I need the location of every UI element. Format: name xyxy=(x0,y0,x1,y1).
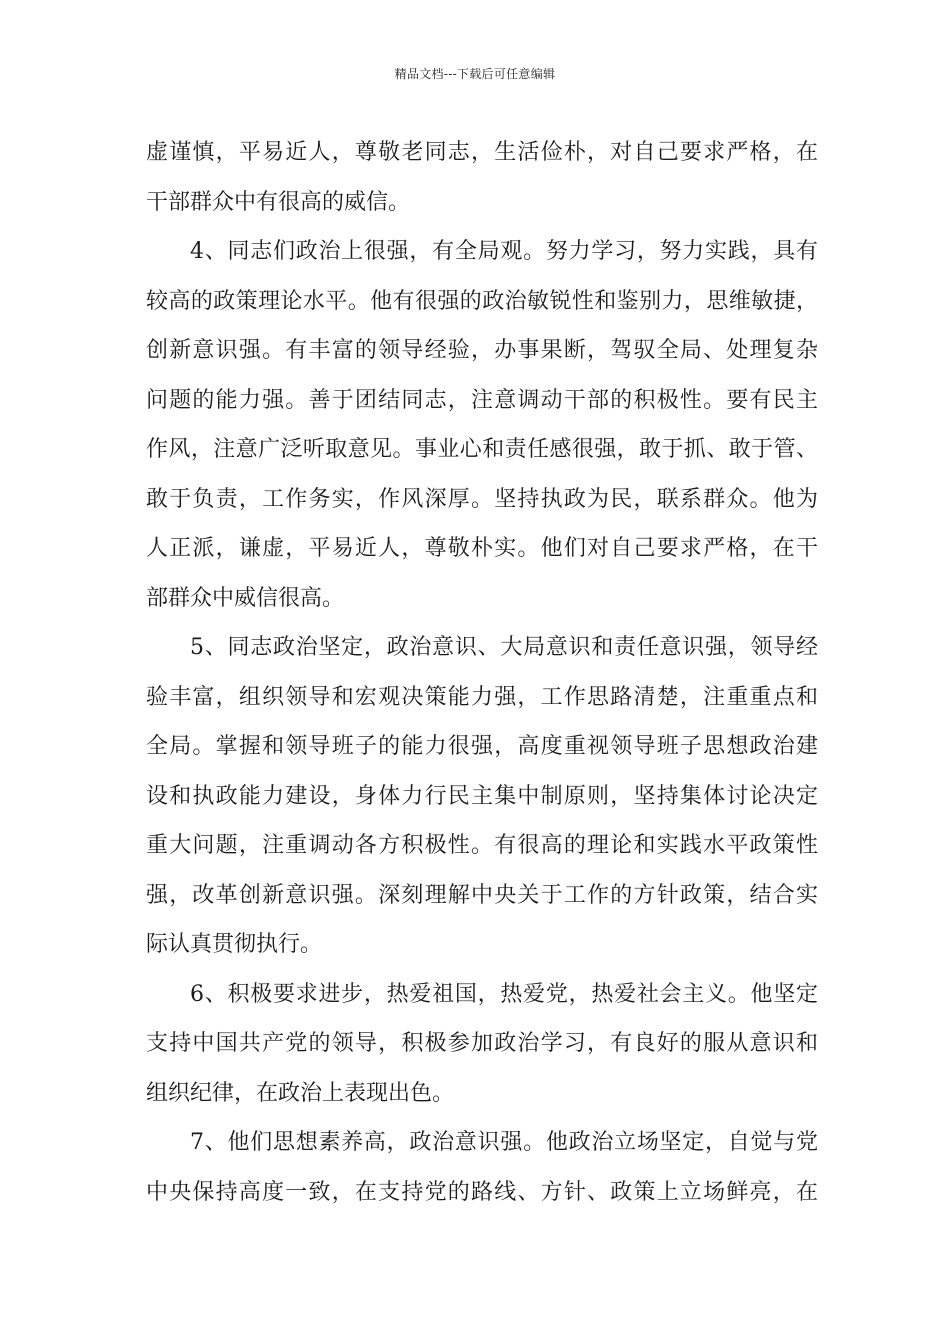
text-line: 5、同志政治坚定，政治意识、大局意识和责任意识强，领导经 xyxy=(190,635,818,660)
text-line: 际认真贯彻执行。 xyxy=(146,932,323,957)
page-header: 精品文档---下载后可任意编辑 xyxy=(394,67,556,81)
text-line: 部群众中威信很高。 xyxy=(146,585,345,611)
text-line: 组织纪律，在政治上表现出色。 xyxy=(146,1080,455,1106)
text-line: 作风，注意广泛听取意见。事业心和责任感很强，敢于抓、敢于管、 xyxy=(146,437,818,462)
text-line: 问题的能力强。善于团结同志，注意调动干部的积极性。要有民主 xyxy=(146,387,818,413)
text-line: 人正派，谦虚，平易近人，尊敬朴实。他们对自己要求严格，在干 xyxy=(146,536,818,561)
text-line: 敢于负责，工作务实，作风深厚。坚持执政为民，联系群众。他为 xyxy=(146,486,818,512)
text-line: 创新意识强。有丰富的领导经验，办事果断，驾驭全局、处理复杂 xyxy=(146,338,818,363)
text-line: 7、他们思想素养高，政治意识强。他政治立场坚定，自觉与党 xyxy=(190,1130,818,1155)
text-line: 干部群众中有很高的威信。 xyxy=(146,189,411,215)
text-line: 4、同志们政治上很强，有全局观。努力学习，努力实践，具有 xyxy=(190,239,818,264)
text-line: 虚谨慎，平易近人，尊敬老同志，生活俭朴，对自己要求严格，在 xyxy=(146,140,818,165)
text-line: 中央保持高度一致，在支持党的路线、方针、政策上立场鲜亮，在 xyxy=(146,1179,818,1205)
text-line: 支持中国共产党的领导，积极参加政治学习，有良好的服从意识和 xyxy=(146,1031,818,1056)
body-text xyxy=(146,128,818,1217)
text-line: 较高的政策理论水平。他有很强的政治敏锐性和鉴别力，思维敏捷， xyxy=(146,288,818,314)
text-line: 设和执政能力建设，身体力行民主集中制原则，坚持集体讨论决定 xyxy=(146,783,818,809)
text-line: 6、积极要求进步，热爱祖国，热爱党，热爱社会主义。他坚定 xyxy=(190,981,818,1007)
text-line: 强，改革创新意识强。深刻理解中央关于工作的方针政策，结合实 xyxy=(146,882,818,908)
text-line: 全局。掌握和领导班子的能力很强，高度重视领导班子思想政治建 xyxy=(146,734,818,759)
text-line: 重大问题，注重调动各方积极性。有很高的理论和实践水平政策性 xyxy=(146,833,818,858)
text-line: 验丰富，组织领导和宏观决策能力强，工作思路清楚，注重重点和 xyxy=(146,684,818,710)
